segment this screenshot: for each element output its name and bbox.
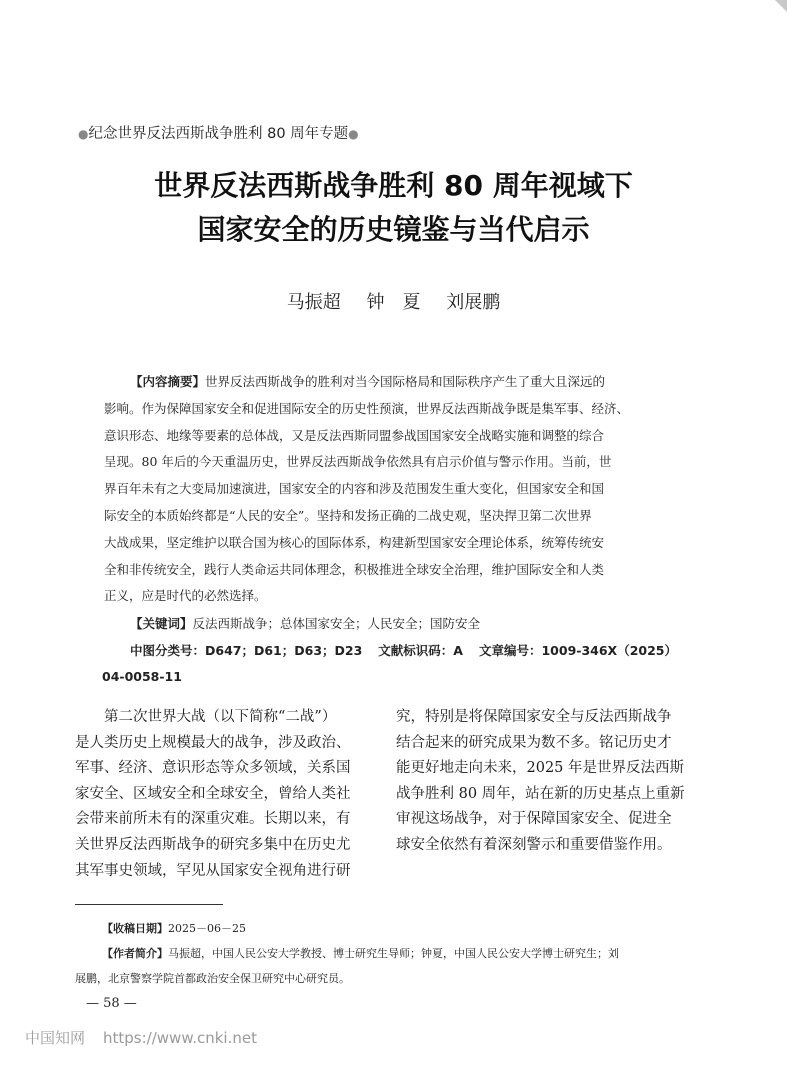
- cnki-watermark: [25, 1027, 257, 1048]
- bullet-icon: ●: [78, 127, 89, 141]
- title-line-2: 国家安全的历史镜鉴与当代启示: [197, 213, 590, 246]
- author-bio-note: [102, 941, 698, 966]
- body-column-right: [396, 705, 696, 859]
- body-line: 家安全、区域安全和全球安全，曾给人类社: [75, 785, 351, 802]
- author-name: 钟 夏: [366, 292, 421, 313]
- abstract-line: [104, 369, 664, 396]
- body-line: 究，特别是将保障国家安全与反法西斯战争: [396, 709, 672, 725]
- article-number: 文章编号：1009-346X（2025）: [478, 643, 677, 658]
- keywords-label: 【关键词】: [130, 616, 193, 631]
- body-line: 第二次世界大战（以下简称“二战”）: [75, 709, 337, 725]
- body-line: 能更好地走向未来，2025 年是世界反法西斯: [396, 760, 685, 777]
- footnotes: [75, 916, 698, 991]
- abstract-text: 世界反法西斯战争的胜利对当今国际格局和国际秩序产生了重大且深远的: [205, 374, 606, 389]
- abstract: [104, 369, 664, 610]
- watermark-url: https://www.cnki.net: [103, 1029, 257, 1047]
- abstract-line: 大战成果，坚定维护以联合国为核心的国际体系，构建新型国家安全理论体系，统筹传统安: [104, 534, 605, 550]
- author-name: 刘展鹏: [446, 292, 501, 313]
- body-line: 会带来前所未有的深重灾难。长期以来，有: [75, 811, 351, 828]
- watermark-brand: 中国知网: [25, 1029, 86, 1047]
- received-date-note: [102, 916, 698, 941]
- abstract-line: 意识形态、地缘等要素的总体战，又是反法西斯同盟参战国国家安全战略实施和调整的综合: [104, 427, 605, 443]
- body-line: 军事、经济、意识形态等众多领域，关系国: [75, 760, 351, 777]
- abstract-line: 际安全的本质始终都是“人民的安全”。坚持和发扬正确的二战史观，坚决捍卫第二次世界: [104, 507, 592, 523]
- abstract-line: 影响。作为保障国家安全和促进国际安全的历史性预演，世界反法西斯战争既是集军事、经济、: [104, 400, 630, 416]
- article-number-continued: 04-0058-11: [102, 669, 182, 684]
- abstract-label: 【内容摘要】: [130, 374, 206, 389]
- received-date: 2025－06－25: [168, 922, 246, 935]
- body-line: 其军事史领域，罕见从国家安全视角进行研: [75, 862, 351, 879]
- body-column-left: [75, 705, 375, 884]
- author-name: 马振超: [286, 292, 341, 313]
- keywords-text: 反法西斯战争；总体国家安全；人民安全；国防安全: [192, 616, 481, 631]
- page-corner-fold: [775, 0, 787, 12]
- author-bio-continued: 展鹏，北京警察学院首都政治安全保卫研究中心研究员。: [75, 972, 350, 985]
- body-line: 战争胜利 80 周年，站在新的历史基点上重新: [396, 785, 685, 802]
- series-label: [78, 122, 359, 143]
- title-line-1: 世界反法西斯战争胜利 80 周年视域下: [154, 169, 633, 202]
- keywords: [130, 614, 480, 632]
- abstract-line: 界百年未有之大变局加速演进，国家安全的内容和涉及范围发生重大变化，但国家安全和国: [104, 481, 605, 497]
- page-number: — 58 —: [86, 996, 137, 1011]
- series-label-text: 纪念世界反法西斯战争胜利 80 周年专题: [88, 126, 349, 142]
- clc-number: 中图分类号：D647；D61；D63；D23: [130, 643, 363, 658]
- body-line: 审视这场战争，对于保障国家安全、促进全: [396, 811, 672, 828]
- body-line: 是人类历史上规模最大的战争，涉及政治、: [75, 734, 351, 751]
- footnote-divider: [75, 904, 223, 905]
- body-line: 球安全依然有着深刻警示和重要借鉴作用。: [396, 836, 672, 853]
- received-label: 【收稿日期】: [102, 922, 168, 935]
- abstract-line: 呈现。80 年后的今天重温历史，世界反法西斯战争依然具有启示价值与警示作用。当前，世: [104, 454, 612, 470]
- body-line: 结合起来的研究成果为数不多。铭记历史才: [396, 734, 672, 751]
- author-bio-text: 马振超，中国人民公安大学教授、博士研究生导师；钟夏，中国人民公安大学博士研究生；刘: [168, 947, 619, 960]
- abstract-line: 全和非传统安全，践行人类命运共同体理念，积极推进全球安全治理，维护国际安全和人类: [104, 561, 605, 577]
- document-code: 文献标识码：A: [378, 643, 463, 658]
- classification-info: [130, 641, 677, 659]
- bullet-icon: ●: [348, 127, 359, 141]
- abstract-line: 正义，应是时代的必然选择。: [104, 588, 267, 604]
- author-bio-label: 【作者简介】: [102, 947, 168, 960]
- article-title: [0, 164, 787, 252]
- body-line: 关世界反法西斯战争的研究多集中在历史尤: [75, 836, 351, 853]
- author-list: [0, 288, 787, 314]
